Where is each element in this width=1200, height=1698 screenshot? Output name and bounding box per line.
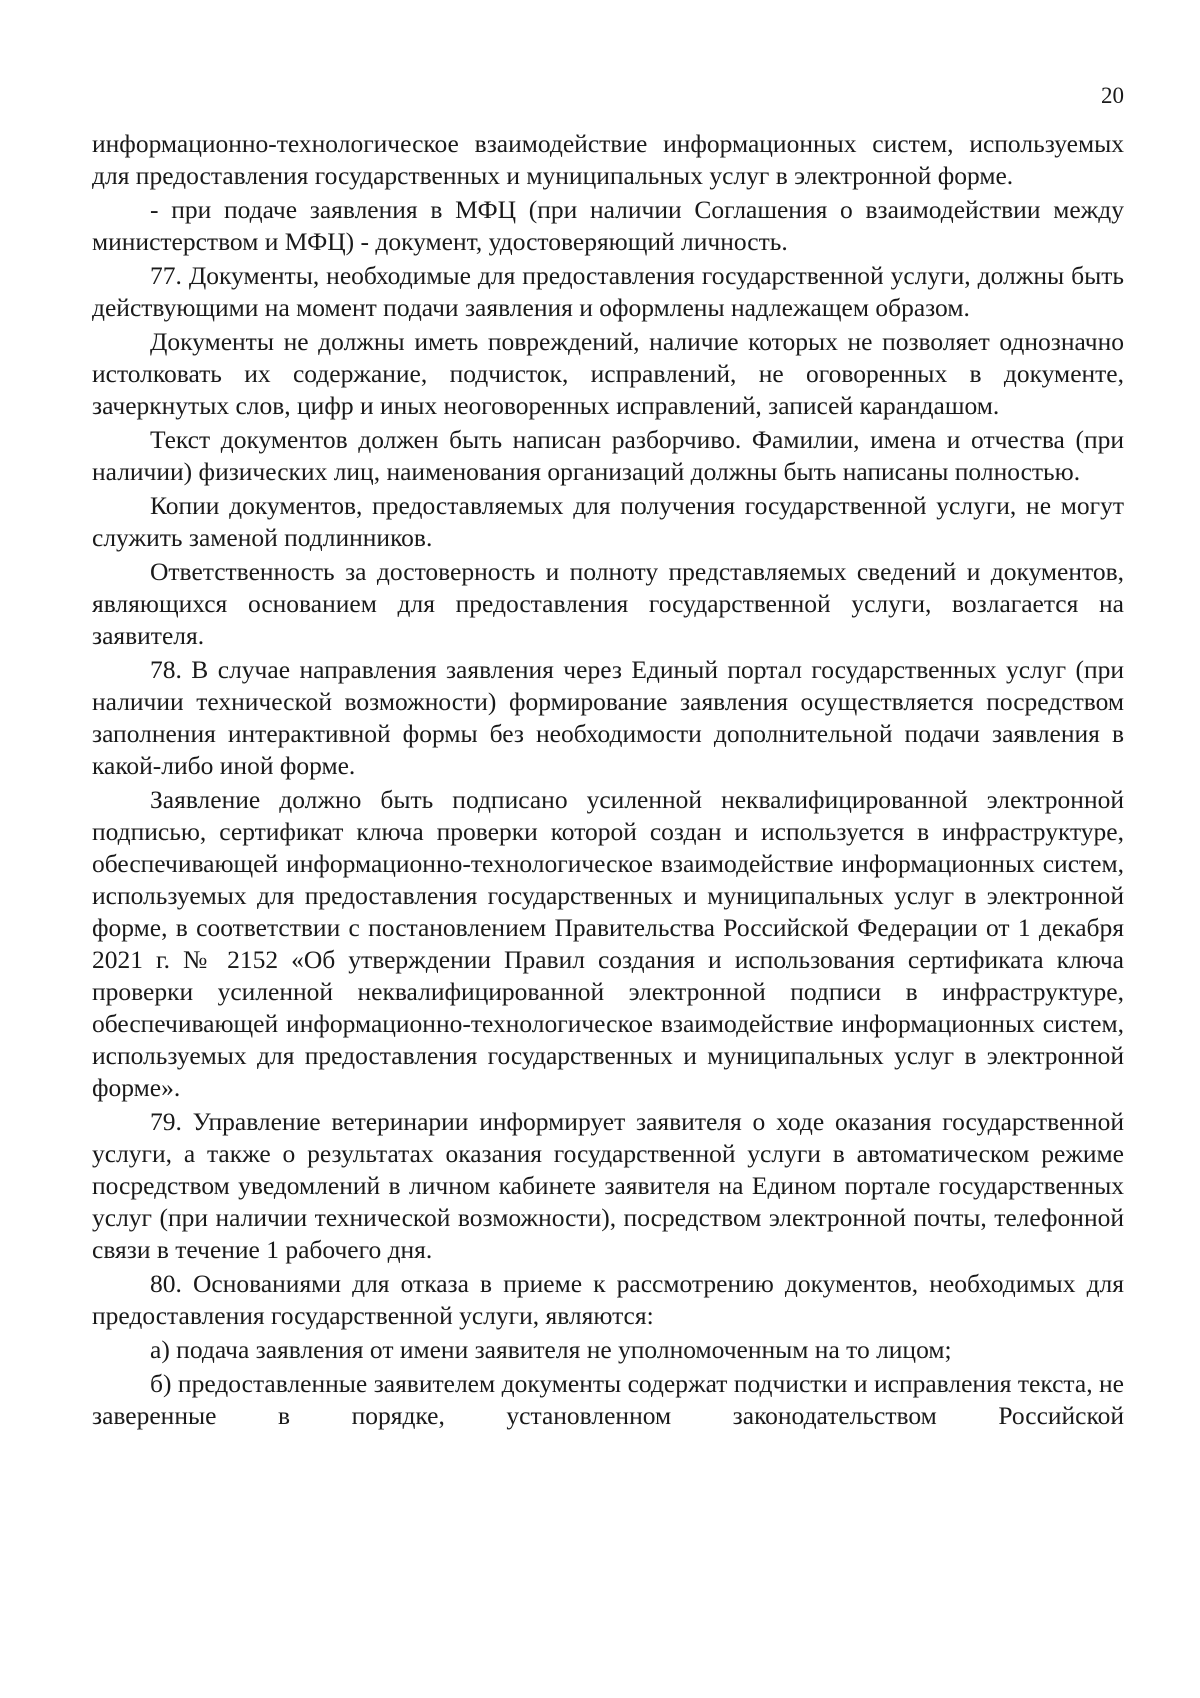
document-body [92,128,1124,1434]
paragraph: 77. Документы, необходимые для предоставления государственной услуги, должны быть действующими на момент подачи заявления и оформлены надлежащем образом. [92,261,1124,322]
paragraph: Копии документов, предоставляемых для получения государственной услуги, не могут служить заменой подлинников. [92,491,1124,552]
paragraph: 79. Управление ветеринарии информирует заявителя о ходе оказания государственной услуги, а также о результатах оказания государственной услуги в автоматическом режиме посредством уведомлений в личном кабинете заявителя на Едином портале государственных услуг (при наличии технической возможности), посредством электронной почты, телефонной связи в течение 1 рабочего дня. [92,1107,1124,1264]
paragraph: а) подача заявления от имени заявителя не уполномоченным на то лицом; [150,1335,952,1364]
paragraph: Заявление должно быть подписано усиленной неквалифицированной электронной подписью, сертификат ключа проверки которой создан и используется в инфраструктуре, обеспечивающей информационно-технологическое взаимодействие информационных систем, используемых для предоставления государственных и муниципальных услуг в электронной форме, в соответствии с постановлением Правительства Российской Федерации от 1 декабря 2021 г. № 2152 «Об утверждении Правил создания и использования сертификата ключа проверки усиленной неквалифицированной электронной подписи в инфраструктуре, обеспечивающей информационно-технологическое взаимодействие информационных систем, используемых для предоставления государственных и муниципальных услуг в электронной форме». [92,785,1124,1102]
page-number: 20 [1101,83,1124,108]
paragraph: - при подаче заявления в МФЦ (при наличии Соглашения о взаимодействии между министерством и МФЦ) - документ, удостоверяющий личность. [92,195,1124,256]
paragraph: б) предоставленные заявителем документы содержат подчистки и исправления текста, не заверенные в порядке, установленном законодательством Российской [92,1369,1124,1430]
paragraph: информационно-технологическое взаимодействие информационных систем, используемых для предоставления государственных и муниципальных услуг в электронной форме. [92,129,1124,190]
paragraph: 80. Основаниями для отказа в приеме к рассмотрению документов, необходимых для предоставления государственной услуги, являются: [92,1269,1124,1330]
paragraph: Ответственность за достоверность и полноту представляемых сведений и документов, являющихся основанием для предоставления государственной услуги, возлагается на заявителя. [92,557,1124,650]
paragraph: Текст документов должен быть написан разборчиво. Фамилии, имена и отчества (при наличии) физических лиц, наименования организаций должны быть написаны полностью. [92,425,1124,486]
paragraph: Документы не должны иметь повреждений, наличие которых не позволяет однозначно истолковать их содержание, подчисток, исправлений, не оговоренных в документе, зачеркнутых слов, цифр и иных неоговоренных исправлений, записей карандашом. [92,327,1124,420]
paragraph: 78. В случае направления заявления через Единый портал государственных услуг (при наличии технической возможности) формирование заявления осуществляется посредством заполнения интерактивной формы без необходимости дополнительной подачи заявления в какой-либо иной форме. [92,655,1124,780]
